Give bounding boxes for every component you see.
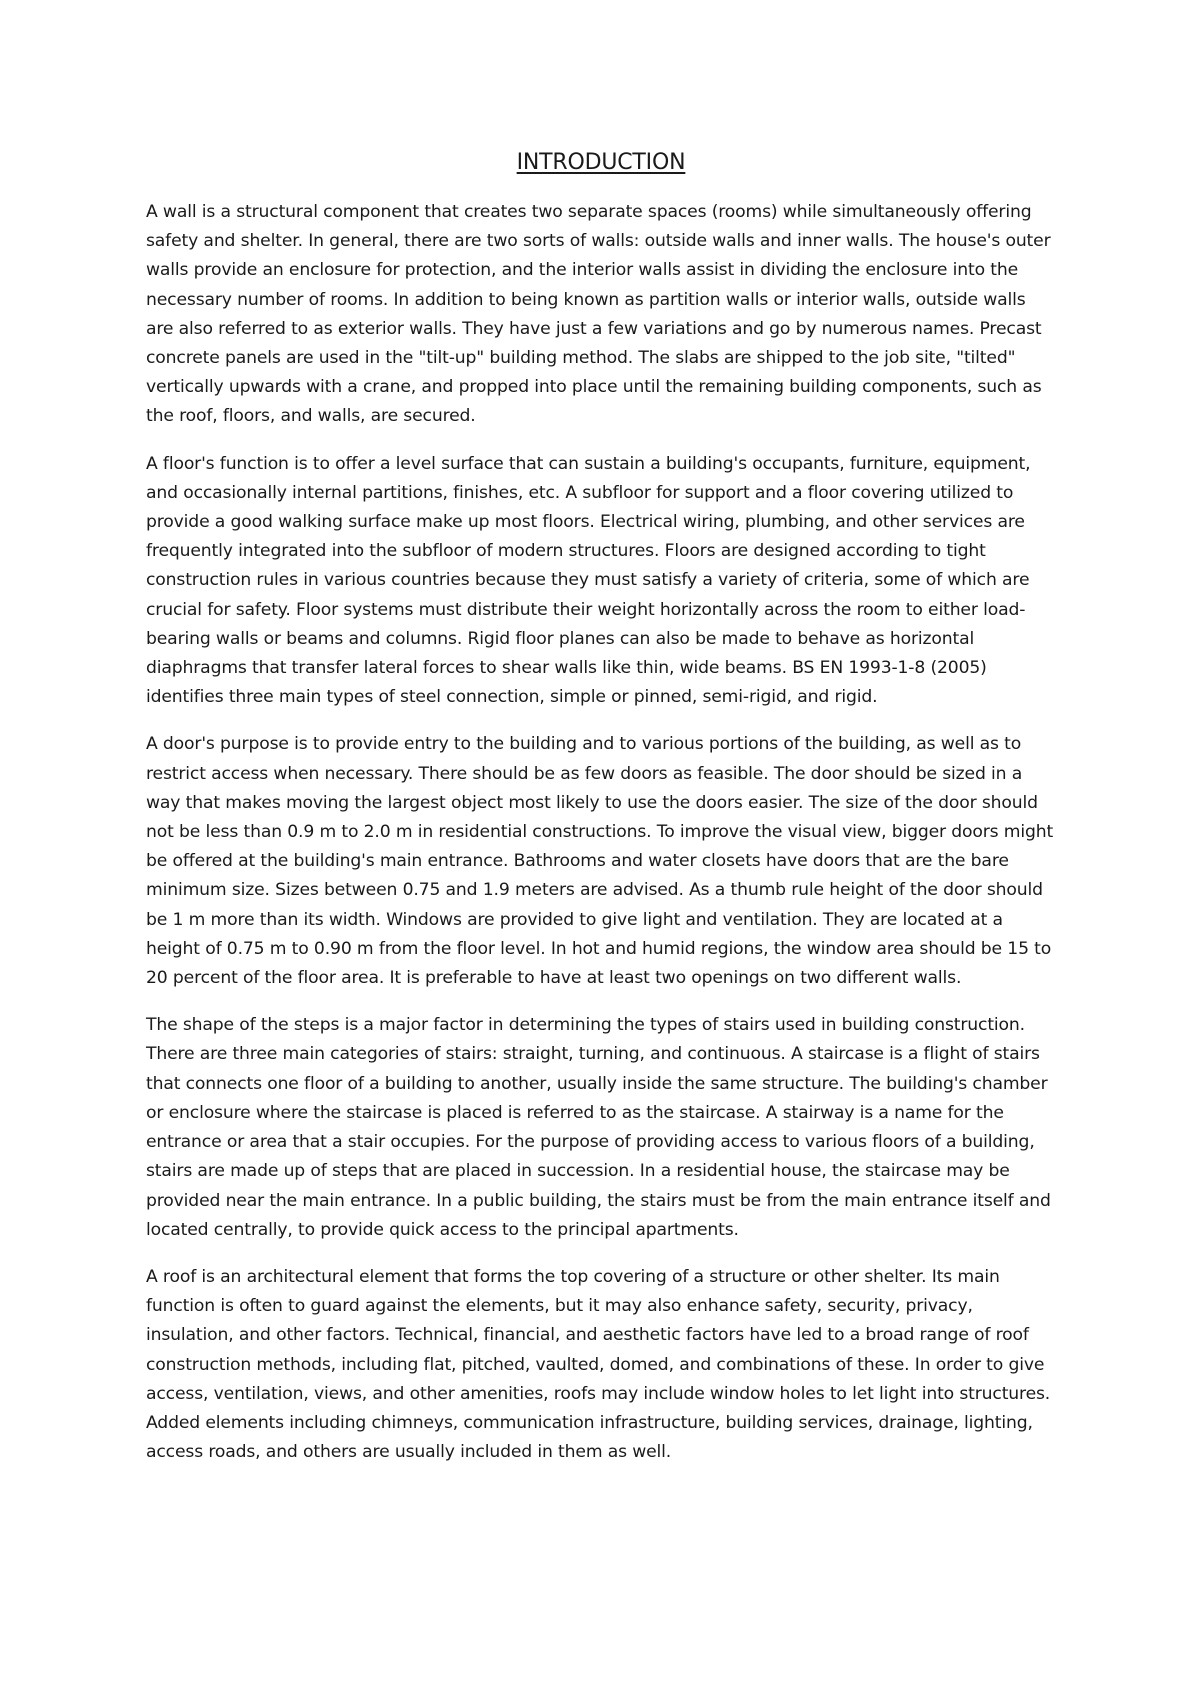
paragraph-doors-windows: A door's purpose is to provide entry to the building and to various portions of the building, as well as to restrict access when necessary. There should be as few doors as feasible. The door should be sized in a way that makes moving the largest object most likely to use the doors easier. The size of the door should not be less than 0.9 m to 2.0 m in residential constructions. To improve the visual view, bigger doors might be offered at the building's main entrance. Bathrooms and water closets have doors that are the bare minimum size. Sizes between 0.75 and 1.9 meters are advised. As a thumb rule height of the door should be 1 m more than its width. Windows are provided to give light and ventilation. They are located at a height of 0.75 m to 0.90 m from the floor level. In hot and humid regions, the window area should be 15 to 20 percent of the floor area. It is preferable to have at least two openings on two different walls. <box>146 734 1054 989</box>
paragraph-walls: A wall is a structural component that creates two separate spaces (rooms) while simultaneously offering safety and shelter. In general, there are two sorts of walls: outside walls and inner walls. The house's outer walls provide an enclosure for protection, and the interior walls assist in dividing the enclosure into the necessary number of rooms. In addition to being known as partition walls or interior walls, outside walls are also referred to as exterior walls. They have just a few variations and go by numerous names. Precast concrete panels are used in the "tilt-up" building method. The slabs are shipped to the job site, "tilted" vertically upwards with a crane, and propped into place until the remaining building components, such as the roof, floors, and walls, are secured. <box>146 202 1051 427</box>
page-title: INTRODUCTION <box>516 150 686 175</box>
document-body <box>146 148 1056 1485</box>
paragraph-stairs: The shape of the steps is a major factor in determining the types of stairs used in building construction. There are three main categories of stairs: straight, turning, and continuous. A staircase is a flight of stairs that connects one floor of a building to another, usually inside the same structure. The building's chamber or enclosure where the staircase is placed is referred to as the staircase. A stairway is a name for the entrance or area that a stair occupies. For the purpose of providing access to various floors of a building, stairs are made up of steps that are placed in succession. In a residential house, the staircase may be provided near the main entrance. In a public building, the stairs must be from the main entrance itself and located centrally, to provide quick access to the principal apartments. <box>146 1015 1051 1240</box>
paragraph-floors: A floor's function is to offer a level surface that can sustain a building's occupants, furniture, equipment, and occasionally internal partitions, finishes, etc. A subfloor for support and a floor covering utilized to provide a good walking surface make up most floors. Electrical wiring, plumbing, and other services are frequently integrated into the subfloor of modern structures. Floors are designed according to tight construction rules in various countries because they must satisfy a variety of criteria, some of which are crucial for safety. Floor systems must distribute their weight horizontally across the room to either load-bearing walls or beams and columns. Rigid floor planes can also be made to behave as horizontal diaphragms that transfer lateral forces to shear walls like thin, wide beams. BS EN 1993-1-8 (2005) identifies three main types of steel connection, simple or pinned, semi-rigid, and rigid. <box>146 453 1031 708</box>
paragraph-roofs: A roof is an architectural element that forms the top covering of a structure or other shelter. Its main function is often to guard against the elements, but it may also enhance safety, security, privacy, insulation, and other factors. Technical, financial, and aesthetic factors have led to a broad range of roof construction methods, including flat, pitched, vaulted, domed, and combinations of these. In order to give access, ventilation, views, and other amenities, roofs may include window holes to let light into structures. Added elements including chimneys, communication infrastructure, building services, drainage, lighting, access roads, and others are usually included in them as well. <box>146 1266 1051 1463</box>
